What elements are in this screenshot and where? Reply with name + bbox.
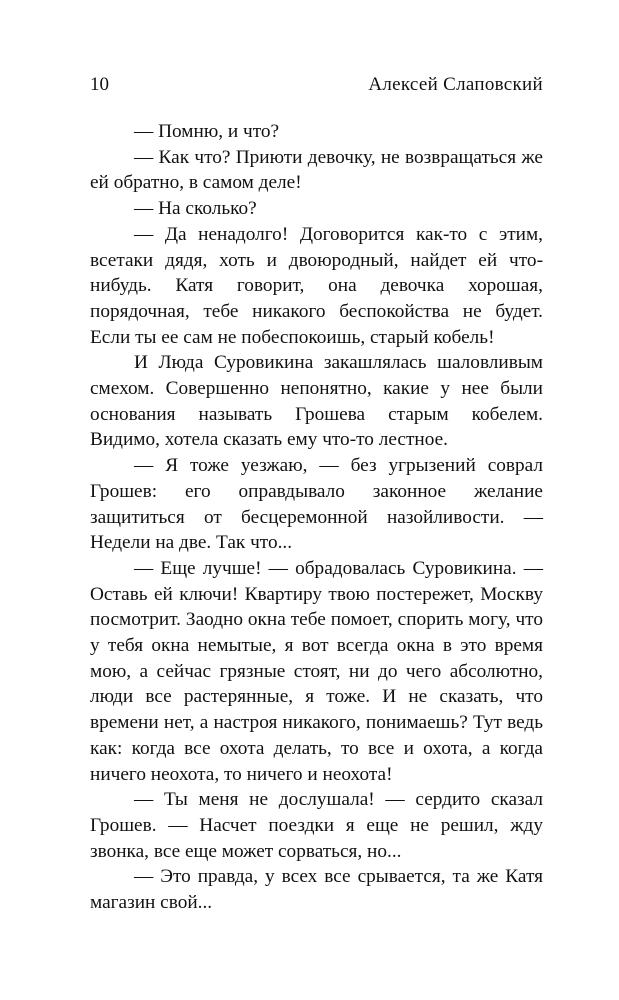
book-author: Алексей Слаповский xyxy=(368,74,543,95)
running-head xyxy=(90,73,543,97)
text-body xyxy=(90,119,543,916)
paragraph: — Да ненадолго! Договорится как-то с этим, всетаки дядя, хоть и двоюродный, найдет ей что-нибудь. Катя говорит, она девочка хорошая, порядочная, тебе никакого беспокойства не будет. Если ты ее сам не побеспокоишь, старый кобель! xyxy=(90,223,543,348)
paragraph: — Еще лучше! — обрадовалась Суровикина. — Оставь ей ключи! Квартиру твою постережет, Москву посмотрит. Заодно окна тебе помоет, спорить могу, что у тебя окна немытые, я вот всегда окна в это время мою, а сейчас грязные стоят, ни до чего абсолютно, люди все растерянные, я тоже. И не сказать, что времени нет, а настроя никакого, понимаешь? Тут ведь как: когда все охота делать, то все и охота, а когда ничего неохота, то ничего и неохота! xyxy=(90,557,543,785)
paragraph: — Это правда, у всех все срывается, та же Катя магазин свой... xyxy=(90,866,543,914)
paragraph: И Люда Суровикина закашлялась шаловливым смехом. Совершенно непонятно, какие у нее были основания называть Грошева старым кобелем. Видимо, хотела сказать ему что-то лестное. xyxy=(90,352,543,451)
paragraph: — Как что? Приюти девочку, не возвращаться же ей обратно, в самом деле! xyxy=(90,146,543,194)
page-number: 10 xyxy=(90,74,109,95)
paragraph: — Ты меня не дослушала! — сердито сказал Грошев. — Насчет поездки я еще не решил, жду звонка, все еще может сорваться, но... xyxy=(90,789,543,862)
paragraph: — Помню, и что? xyxy=(134,121,280,142)
paragraph: — На сколько? xyxy=(134,198,257,220)
paragraph: — Я тоже уезжаю, — без угрызений соврал Грошев: его оправдывало законное желание защититься от бесцеремонной назойливости. — Недели на две. Так что... xyxy=(90,455,543,554)
